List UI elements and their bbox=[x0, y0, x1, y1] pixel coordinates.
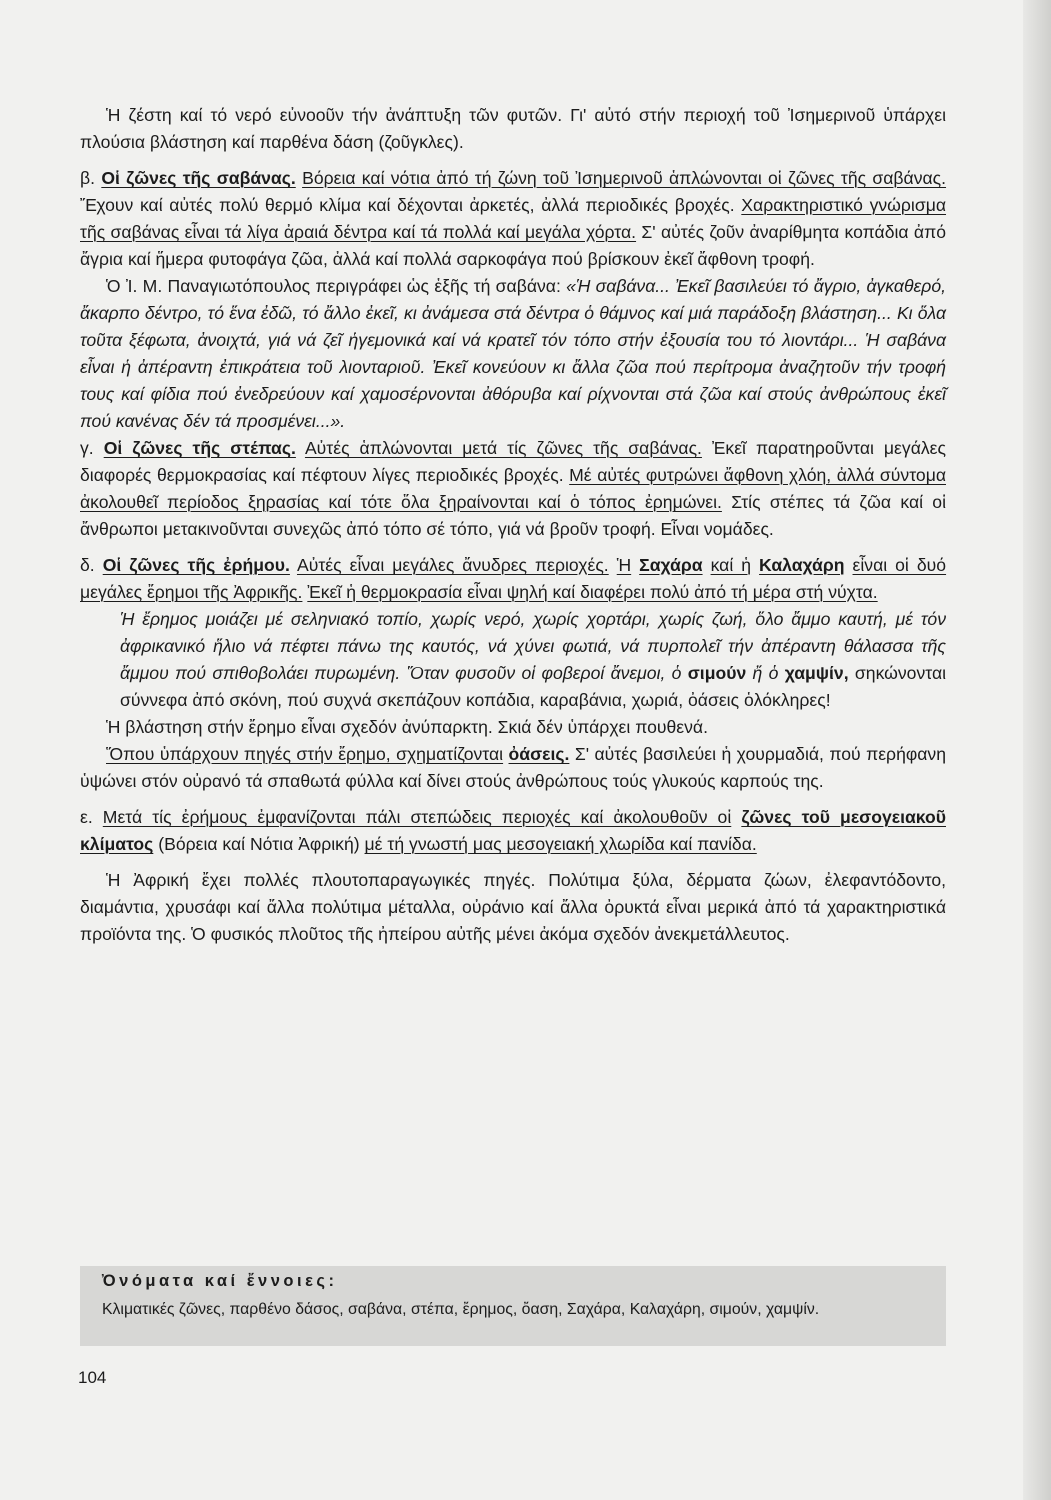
desert-vegetation-text: Ἡ βλάστηση στήν ἔρημο εἶναι σχεδόν ἀνύπαρκτη. Σκιά δέν ὑπάρχει πουθενά. bbox=[106, 717, 708, 737]
paragraph-vegetation bbox=[80, 714, 946, 741]
desert-quote-or: ἤ ὁ bbox=[752, 663, 779, 683]
section-heading-desert: Οἱ ζῶνες τῆς ἐρήμου. bbox=[102, 555, 290, 575]
main-text bbox=[80, 102, 946, 948]
simoun-term: σιμούν bbox=[687, 663, 747, 683]
paragraph-resources bbox=[80, 867, 946, 948]
sahara-term: Σαχάρα bbox=[639, 555, 703, 575]
desert-quote bbox=[80, 606, 946, 714]
oasis-text-b: Σ' αὐτές βασιλεύει ἡ χουρμαδιά, πού περήφανη ὑψώνει στόν οὐρανό τά σπαθωτά φύλλα καί δίνει στούς ἀνθρώπους τούς γλυκούς καρπούς της. bbox=[80, 744, 947, 791]
savanna-text-c: Χαρακτηριστικό γνώρισμα τῆς σαβάνας εἶναι τά λίγα ἀραιά δέντρα καί τά πολλά καί μεγάλα χόρτα. bbox=[80, 195, 947, 242]
glossary-title: Ὀνόματα καί ἔννοιες: bbox=[102, 1272, 338, 1290]
resources-text: Ἡ Ἀφρική ἔχει πολλές πλουτοπαραγωγικές πηγές. Πολύτιμα ξύλα, δέρματα ζώων, ἐλεφαντόδοντο, διαμάντια, χρυσάφι καί ἄλλα πολύτιμα μέταλλα, οὐράνιο καί ἄλλα ὀρυκτά εἶναι μερικά ἀπό τά χαρακτηριστικά προϊόντα της. Ὁ φυσικός πλοῦτος τῆς ἠπείρου αὐτῆς μένει ἀκόμα σχεδόν ἀνεκμετάλλευτος. bbox=[80, 870, 946, 944]
oases-term: ὀάσεις. bbox=[508, 744, 570, 764]
section-savanna bbox=[80, 165, 946, 273]
desert-quote-pre: Ἡ ἔρημος μοιάζει μέ σεληνιακό τοπίο, χωρίς νερό, χωρίς χορτάρι, χωρίς ζωή, ὅλο ἄμμο καυτή, μέ τόν ἀφρικανικό ἥλιο νά πέφτει πάνω της καυτός, νά χύνει φωτιά, νά πυρπολεῖ τήν ἀπέραντη θάλασσα τῆς ἄμμου πού σπιθοβολάει πυρωμένη. Ὅταν φυσοῦν οἱ φοβεροί ἄνεμοι, ὁ bbox=[120, 609, 946, 683]
glossary-box bbox=[80, 1266, 946, 1346]
section-heading-steppe: Οἱ ζῶνες τῆς στέπας. bbox=[103, 438, 296, 458]
paragraph-equator bbox=[80, 102, 946, 156]
intro-text: Ἡ ζέστη καί τό νερό εὐνοοῦν τήν ἀνάπτυξη τῶν φυτῶν. Γι' αὐτό στήν περιοχή τοῦ Ἰσημερινοῦ ὑπάρχει πλούσια βλάστηση καί παρθένα δάση (ζοῦγκλες). bbox=[80, 105, 946, 152]
steppe-text-a: Αὐτές ἁπλώνονται μετά τίς ζῶνες τῆς σαβάνας. bbox=[304, 438, 702, 458]
paragraph-oasis bbox=[80, 741, 946, 795]
steppe-text-c: Μέ αὐτές φυτρώνει ἄφθονη χλόη, ἀλλά σύντομα ἀκολουθεῖ περίοδος ξηρασίας καί τότε ὅλα ξηραίνονται καί ὁ τόπος ἐρημώνει. bbox=[80, 465, 946, 512]
section-label-b: β. bbox=[80, 168, 96, 188]
savanna-quote: «Ἡ σαβάνα... Ἐκεῖ βασιλεύει τό ἄγριο, ἀγκαθερό, ἄκαρπο δέντρο, τό ἕνα ἐδῶ, τό ἄλλο ἐκεῖ, κι ἀνάμεσα στά δέντρα ὁ θάμνος καί μιά παράδοξη βλάστηση... Κι ὅλα τοῦτα ξέφωτα, ἀνοιχτά, γιά νά ζεῖ ἡγεμονικά καί νά κρατεῖ τόν τόπο στήν ἐξουσία του τό λιοντάρι... Ἡ σαβάνα εἶναι ἡ ἀπέραντη ἐπικράτεια τοῦ λιονταριοῦ. Ἐκεῖ κονεύουν κι ἄλλα ζῶα πού περίτρομα ἀναζητοῦν τήν τροφή τους καί φίδια πού ἐνεδρεύουν καί χαμοσέρνονται ἀθόρυβα καί ρίχνονται στά ζῶα καί στούς ἀνθρώπους ἐκεῖ πού κανένας δέν τά προσμένει...». bbox=[80, 276, 946, 431]
section-label-e: ε. bbox=[80, 807, 93, 827]
steppe-text-b: Ἐκεῖ παρατηροῦνται μεγάλες διαφορές θερμοκρασίας καί πέφτουν λίγες περιοδικές βροχές. bbox=[80, 438, 946, 485]
savanna-text-b: Ἔχουν καί αὐτές πολύ θερμό κλίμα καί δέχονται ἀρκετές, ἀλλά περιοδικές βροχές. bbox=[80, 195, 735, 215]
oasis-text-a: Ὅπου ὑπάρχουν πηγές στήν ἔρημο, σχηματίζονται bbox=[106, 744, 504, 764]
savanna-text-d: Σ' αὐτές ζοῦν ἀναρίθμητα κοπάδια ἀπό ἄγρια καί ἥμερα φυτοφάγα ζῶα, ἀλλά καί πολλά σαρκοφάγα πού βρίσκουν ἐκεῖ ἄφθονη τροφή. bbox=[80, 222, 947, 269]
glossary-terms: Κλιματικές ζῶνες, παρθένο δάσος, σαβάνα, στέπα, ἔρημος, ὄαση, Σαχάρα, Καλαχάρη, σιμούν, χαμψίν. bbox=[102, 1301, 820, 1318]
section-mediterranean bbox=[80, 804, 946, 858]
paragraph-panagiotopoulos bbox=[80, 273, 946, 435]
section-heading-savanna: Οἱ ζῶνες τῆς σαβάνας. bbox=[101, 168, 296, 188]
mediterranean-text-b: (Βόρεια καί Νότια Ἀφρική) bbox=[158, 834, 360, 854]
desert-text-a: Αὐτές εἶναι μεγάλες ἄνυδρες περιοχές. bbox=[296, 555, 609, 575]
kalahari-term: Καλαχάρη bbox=[759, 555, 845, 575]
page-edge-shadow bbox=[1023, 0, 1051, 1500]
quote-intro: Ὁ Ἰ. Μ. Παναγιωτόπουλος περιγράφει ὡς ἑξῆς τή σαβάνα: bbox=[106, 276, 561, 296]
desert-text-b-mid: καί ἡ bbox=[710, 555, 752, 575]
section-steppe bbox=[80, 435, 946, 543]
section-label-d: δ. bbox=[80, 555, 95, 575]
steppe-text-d: Στίς στέπες τά ζῶα καί οἱ ἄνθρωποι μετακινοῦνται συνεχῶς ἀπό τόπο σέ τόπο, γιά νά βροῦν τροφή. Εἶναι νομάδες. bbox=[80, 492, 947, 539]
section-label-g: γ. bbox=[80, 438, 94, 458]
savanna-text-a: Βόρεια καί νότια ἀπό τή ζώνη τοῦ Ἰσημερινοῦ ἁπλώνονται οἱ ζῶνες τῆς σαβάνας. bbox=[302, 168, 947, 188]
desert-text-b-post: εἶναι οἱ δυό μεγάλες ἔρημοι τῆς Ἀφρικῆς. bbox=[80, 555, 947, 602]
section-heading-mediterranean: ζῶνες τοῦ μεσογειακοῦ κλίματος bbox=[80, 807, 946, 854]
xamsin-term: χαμψίν, bbox=[784, 663, 849, 683]
desert-text-c: Ἐκεῖ ἡ θερμοκρασία εἶναι ψηλή καί διαφέρει πολύ ἀπό τή μέρα στή νύχτα. bbox=[307, 582, 878, 602]
desert-text-b-pre: Ἡ bbox=[616, 555, 632, 575]
mediterranean-text-c: μέ τή γνωστή μας μεσογειακή χλωρίδα καί πανίδα. bbox=[364, 834, 757, 854]
page-number: 104 bbox=[78, 1368, 107, 1387]
section-desert bbox=[80, 552, 946, 606]
mediterranean-text-a: Μετά τίς ἐρήμους ἐμφανίζονται πάλι στεπώδεις περιοχές καί ἀκολουθοῦν οἱ bbox=[102, 807, 732, 827]
desert-quote-post: σηκώνονται σύννεφα ἀπό σκόνη, πού συχνά σκεπάζουν κοπάδια, καραβάνια, χωριά, ὀάσεις ὁλόκληρες! bbox=[120, 663, 947, 710]
